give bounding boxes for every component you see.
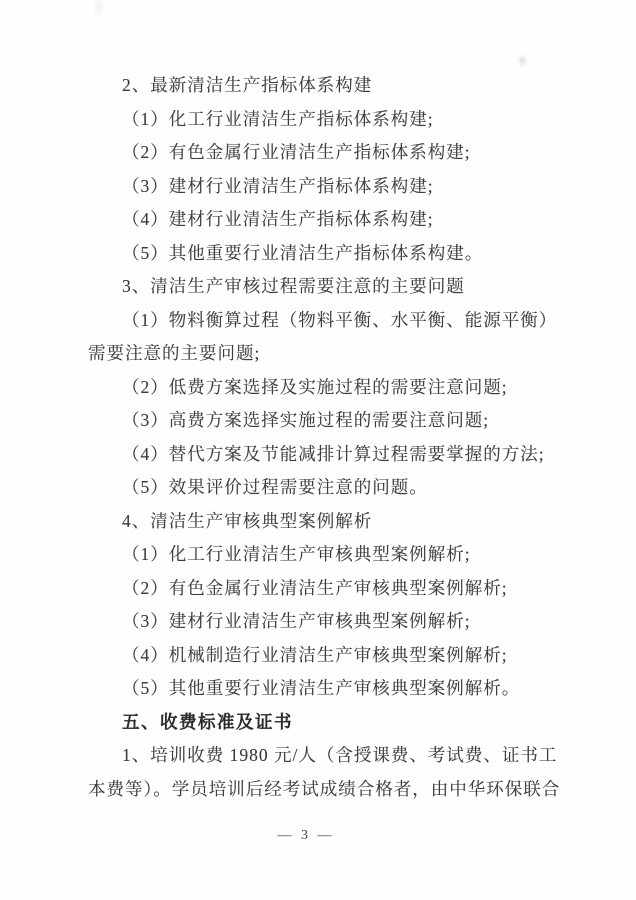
text-line-section-4-heading: 4、清洁生产审核典型案例解析	[122, 510, 373, 531]
text-line-continuation: 需要注意的主要问题;	[88, 343, 261, 363]
text-line-section-2-heading: 2、最新清洁生产指标体系构建	[122, 75, 373, 95]
text-line-item: （1）化工行业清洁生产审核典型案例解析;	[122, 544, 471, 564]
text-line-item: （1）物料衡算过程（物料平衡、水平衡、能源平衡）	[122, 309, 558, 330]
text-line-continuation: 本费等）。学员培训后经考试成绩合格者，由中华环保联合	[88, 778, 561, 799]
text-line-item: （2）有色金属行业清洁生产审核典型案例解析;	[122, 577, 508, 598]
scan-smudge-artifact	[519, 56, 526, 65]
text-line-item: （5）其他重要行业清洁生产指标体系构建。	[122, 242, 484, 263]
text-line-item: （2）低费方案选择及实施过程的需要注意问题;	[122, 376, 508, 397]
text-line-section-5-heading: 五、收费标准及证书	[122, 711, 293, 732]
text-line-section-3-heading: 3、清洁生产审核过程需要注意的主要问题	[122, 276, 465, 296]
text-line-item: （4）机械制造行业清洁生产审核典型案例解析;	[122, 644, 508, 665]
text-line-item: （5）其他重要行业清洁生产审核典型案例解析。	[122, 678, 521, 698]
text-line-item: （5）效果评价过程需要注意的问题。	[122, 477, 428, 497]
text-line-item: （4）建材行业清洁生产指标体系构建;	[122, 209, 434, 229]
text-line-item: 1、培训收费 1980 元/人（含授课费、考试费、证书工	[122, 745, 558, 765]
page-number: — 3 —	[277, 828, 335, 843]
document-body	[88, 69, 568, 806]
text-line-item: （1）化工行业清洁生产指标体系构建;	[122, 108, 434, 129]
text-line-item: （2）有色金属行业清洁生产指标体系构建;	[122, 142, 471, 162]
text-line-item: （3）建材行业清洁生产审核典型案例解析;	[122, 611, 471, 631]
scan-edge-artifact	[96, 0, 102, 14]
text-line-item: （3）建材行业清洁生产指标体系构建;	[122, 175, 434, 196]
text-line-item: （3）高费方案选择实施过程的需要注意问题;	[122, 410, 490, 430]
text-line-item: （4）替代方案及节能减排计算过程需要掌握的方法;	[122, 443, 545, 464]
